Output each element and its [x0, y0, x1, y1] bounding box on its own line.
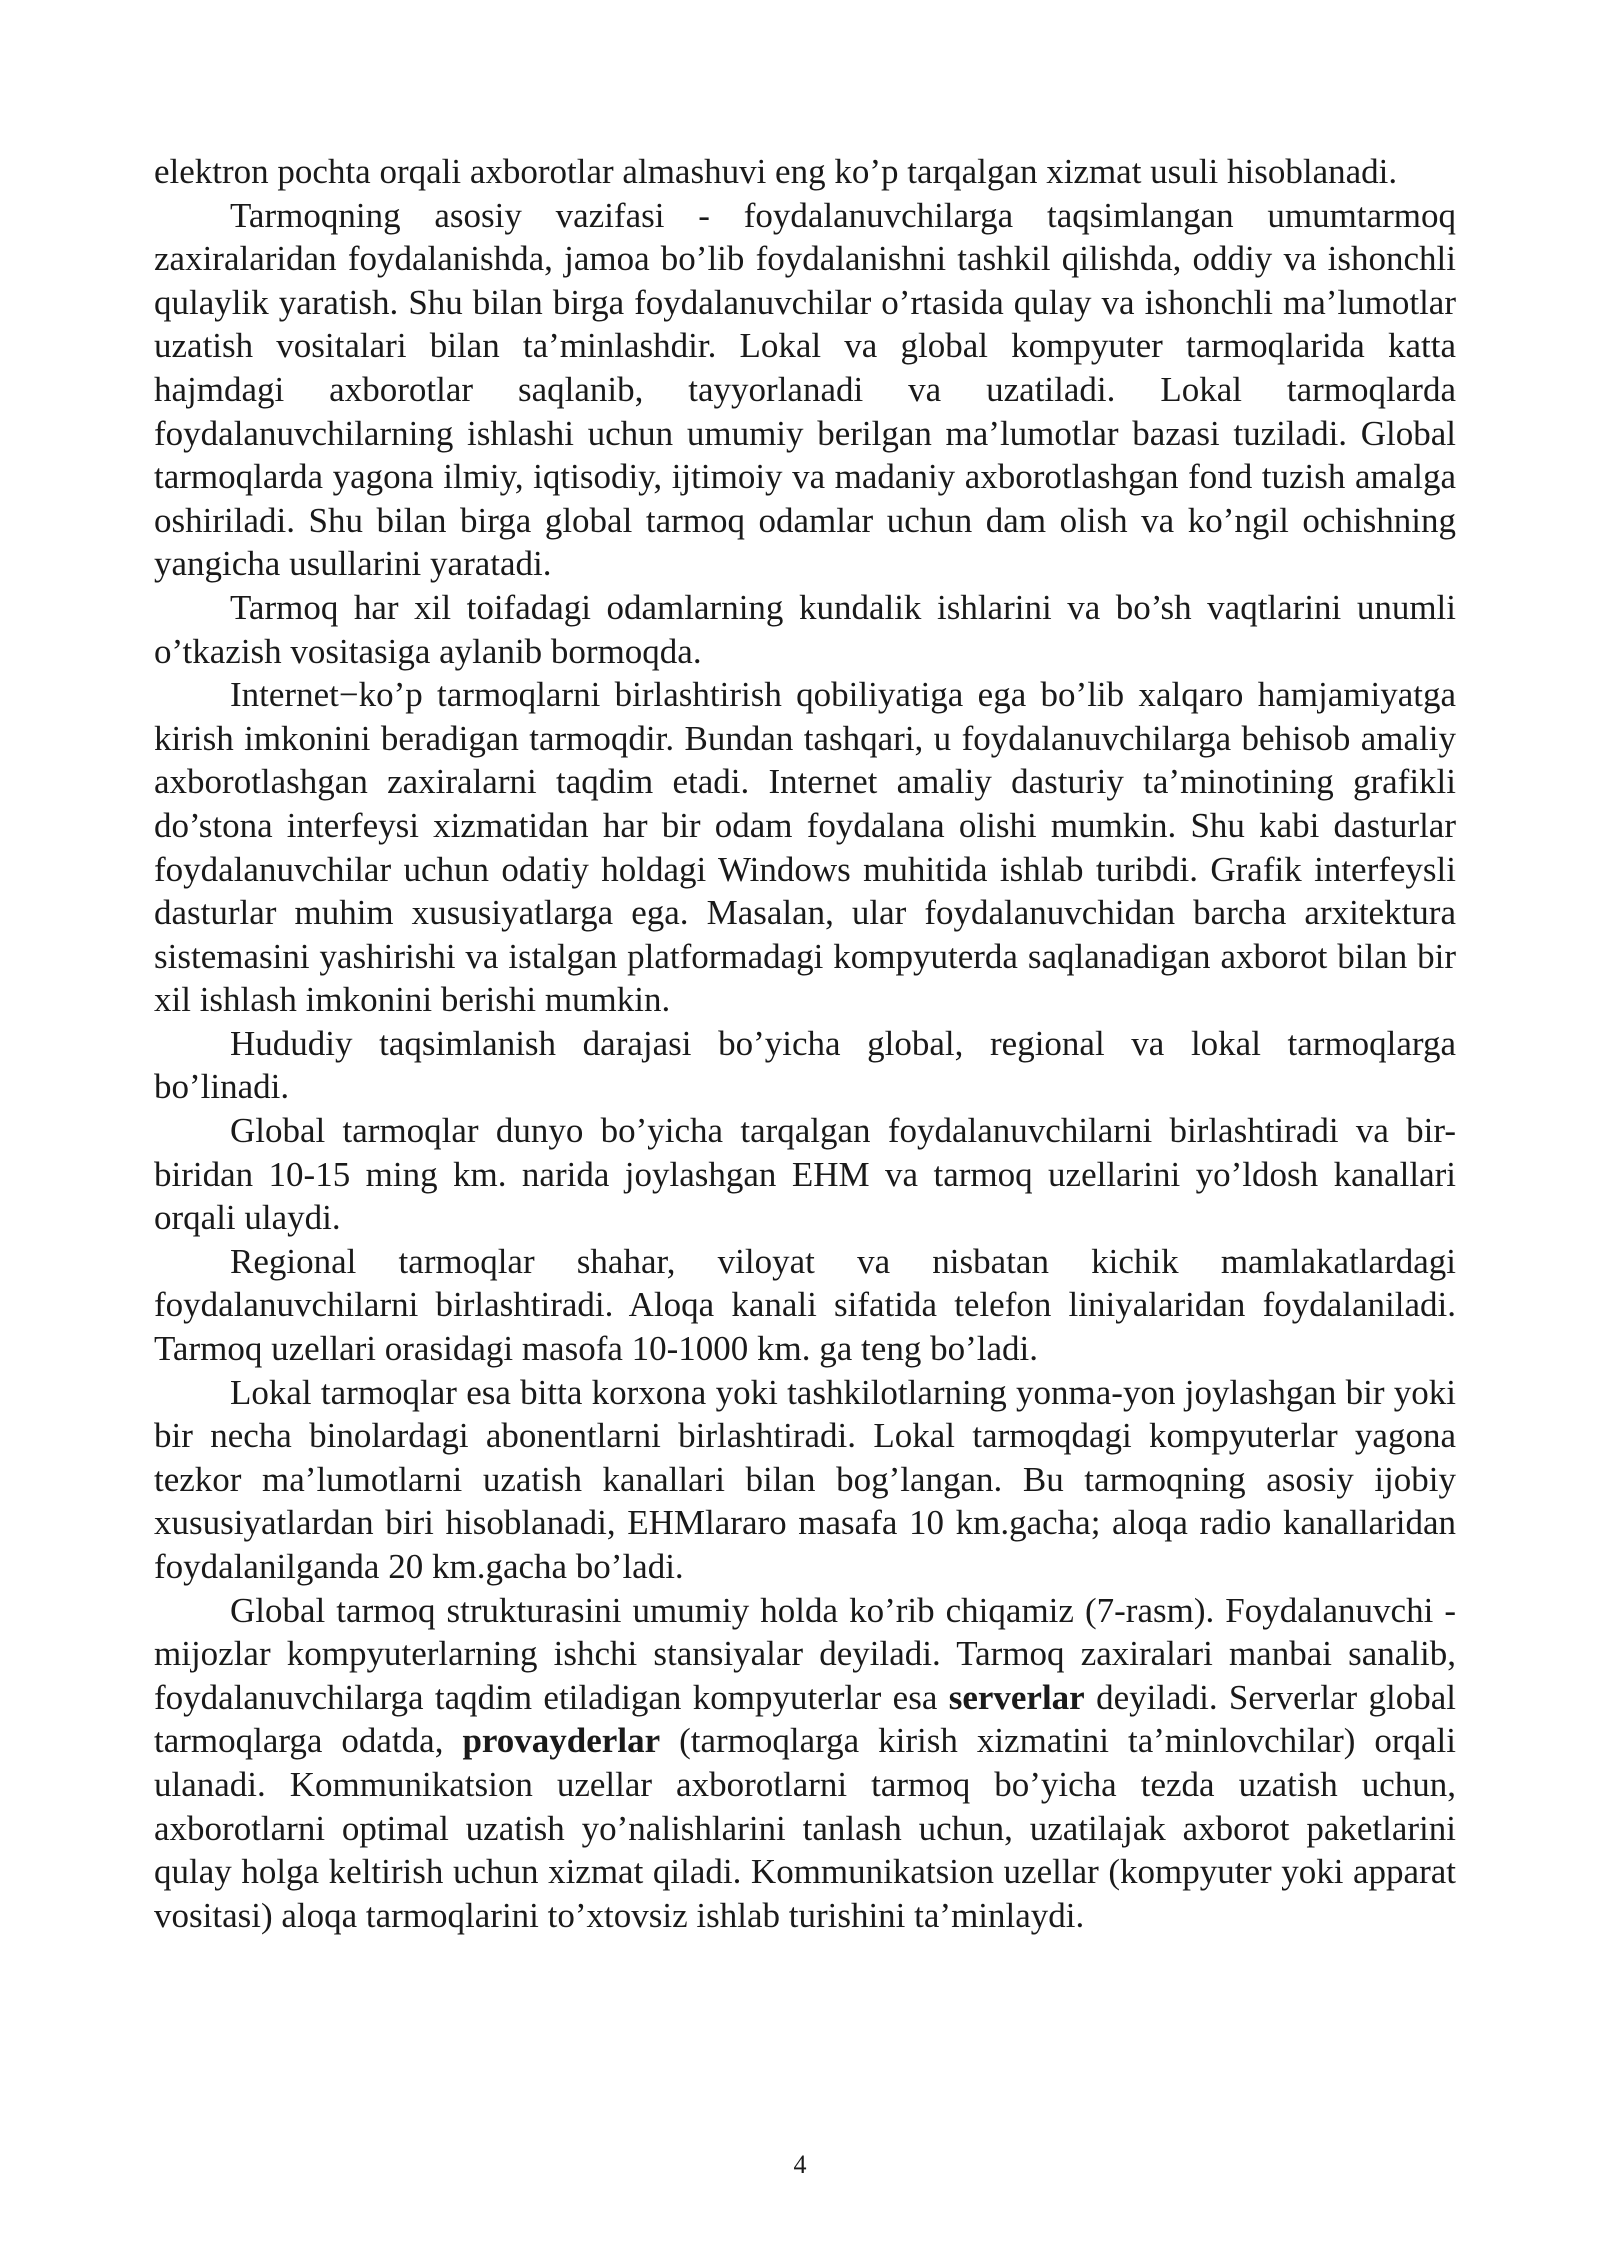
term-provayderlar: provayderlar [462, 1721, 661, 1761]
paragraph-5: Hududiy taqsimlanish darajasi bo’yicha global, regional va lokal tarmoqlarga bo’linadi. [154, 1023, 1456, 1107]
paragraph-7: Regional tarmoqlar shahar, viloyat va nisbatan kichik mamlakatlardagi foydalanuvchilarni birlashtiradi. Aloqa kanali sifatida telefon liniyalaridan foydalaniladi. Tarmoq uzellari orasidagi masofa 10-1000 km. ga teng bo’ladi. [154, 1241, 1456, 1369]
paragraph-3: Tarmoq har xil toifadagi odamlarning kundalik ishlarini va bo’sh vaqtlarini unumli o’tkazish vositasiga aylanib bormoqda. [154, 587, 1456, 671]
paragraph-8: Lokal tarmoqlar esa bitta korxona yoki tashkilotlarning yonma-yon joylashgan bir yoki bir necha binolardagi abonentlarni birlashtiradi. Lokal tarmoqdagi kompyuterlar yagona tezkor ma’lumotlarni uzatish kanallari bilan bog’langan. Bu tarmoqning asosiy ijobiy xususiyatlardan biri hisoblanadi, EHMlararo masafa 10 km.gacha; aloqa radio kanallaridan foydalanilganda 20 km.gacha bo’ladi. [154, 1372, 1456, 1586]
paragraph-6: Global tarmoqlar dunyo bo’yicha tarqalgan foydalanuvchilarni birlashtiradi va bir-biridan 10-15 ming km. narida joylashgan EHM va tarmoq uzellarini yo’ldosh kanallari orqali ulaydi. [154, 1111, 1456, 1238]
term-serverlar: serverlar [948, 1677, 1085, 1717]
page-number: 4 [793, 2150, 807, 2179]
paragraph-9-part-2: deyiladi. Serverlar global tarmoqlarga odatda, [154, 1677, 1456, 1761]
paragraph-2: Tarmoqning asosiy vazifasi - foydalanuvchilarga taqsimlangan umumtarmoq zaxiralaridan foydalanishda, jamoa bo’lib foydalanishni tashkil qilishda, oddiy va ishonchli qulaylik yaratish. Shu bilan birga foydalanuvchilar o’rtasida qulay va ishonchli ma’lumotlar uzatish vositalari bilan ta’minlashdir. Lokal va global kompyuter tarmoqlarida katta hajmdagi axborotlar saqlanib, tayyorlanadi va uzatiladi. Lokal tarmoqlarda foydalanuvchilarning ishlashi uchun umumiy berilgan ma’lumotlar bazasi tuziladi. Global tarmoqlarda yagona ilmiy, iqtisodiy, ijtimoiy va madaniy axborotlashgan fond tuzish amalga oshiriladi. Shu bilan birga global tarmoq odamlar uchun dam olish va ko’ngil ochishning yangicha usullarini yaratadi. [154, 195, 1456, 584]
paragraph-4: Internet−ko’p tarmoqlarni birlashtirish qobiliyatiga ega bo’lib xalqaro hamjamiyatga kirish imkonini beradigan tarmoqdir. Bundan tashqari, u foydalanuvchilarga behisob amaliy axborotlashgan zaxiralarni taqdim etadi. Internet amaliy dasturiy ta’minotining grafikli do’stona interfeysi xizmatidan har bir odam foydalana olishi mumkin. Shu kabi dasturlar foydalanuvchilar uchun odatiy holdagi Windows muhitida ishlab turibdi. Grafik interfeysli dasturlar muhim xususiyatlarga ega. Masalan, ular foydalanuvchidan barcha arxitektura sistemasini yashirishi va istalgan platformadagi kompyuterda saqlanadigan axborot bilan bir xil ishlash imkonini berishi mumkin. [154, 675, 1456, 1020]
paragraph-9-part-3: (tarmoqlarga kirish xizmatini ta’minlovchilar) orqali ulanadi. Kommunikatsion uzellar axborotlarni tarmoq bo’yicha tezda uzatish uchun, axborotlarni optimal uzatish yo’nalishlarini tanlash uchun, uzatilajak axborot paketlarini qulay holga keltirish uchun xizmat qiladi. Kommunikatsion uzellar (kompyuter yoki apparat vositasi) aloqa tarmoqlarini to’xtovsiz ishlab turishini ta’minlaydi. [154, 1721, 1457, 1935]
document-body [154, 150, 1456, 1937]
paragraph-9-part-1: Global tarmoq strukturasini umumiy holda ko’rib chiqamiz (7-rasm). Foydalanuvchi - mijozlar kompyuterlarning ishchi stansiyalar deyiladi. Tarmoq zaxiralari manbai sanalib, foydalanuvchilarga taqdim etiladigan kompyuterlar esa [154, 1590, 1456, 1717]
paragraph-1: elektron pochta orqali axborotlar almashuvi eng ko’p tarqalgan xizmat usuli hisoblanadi. [154, 152, 1398, 191]
paragraph-9 [154, 1589, 1456, 1938]
